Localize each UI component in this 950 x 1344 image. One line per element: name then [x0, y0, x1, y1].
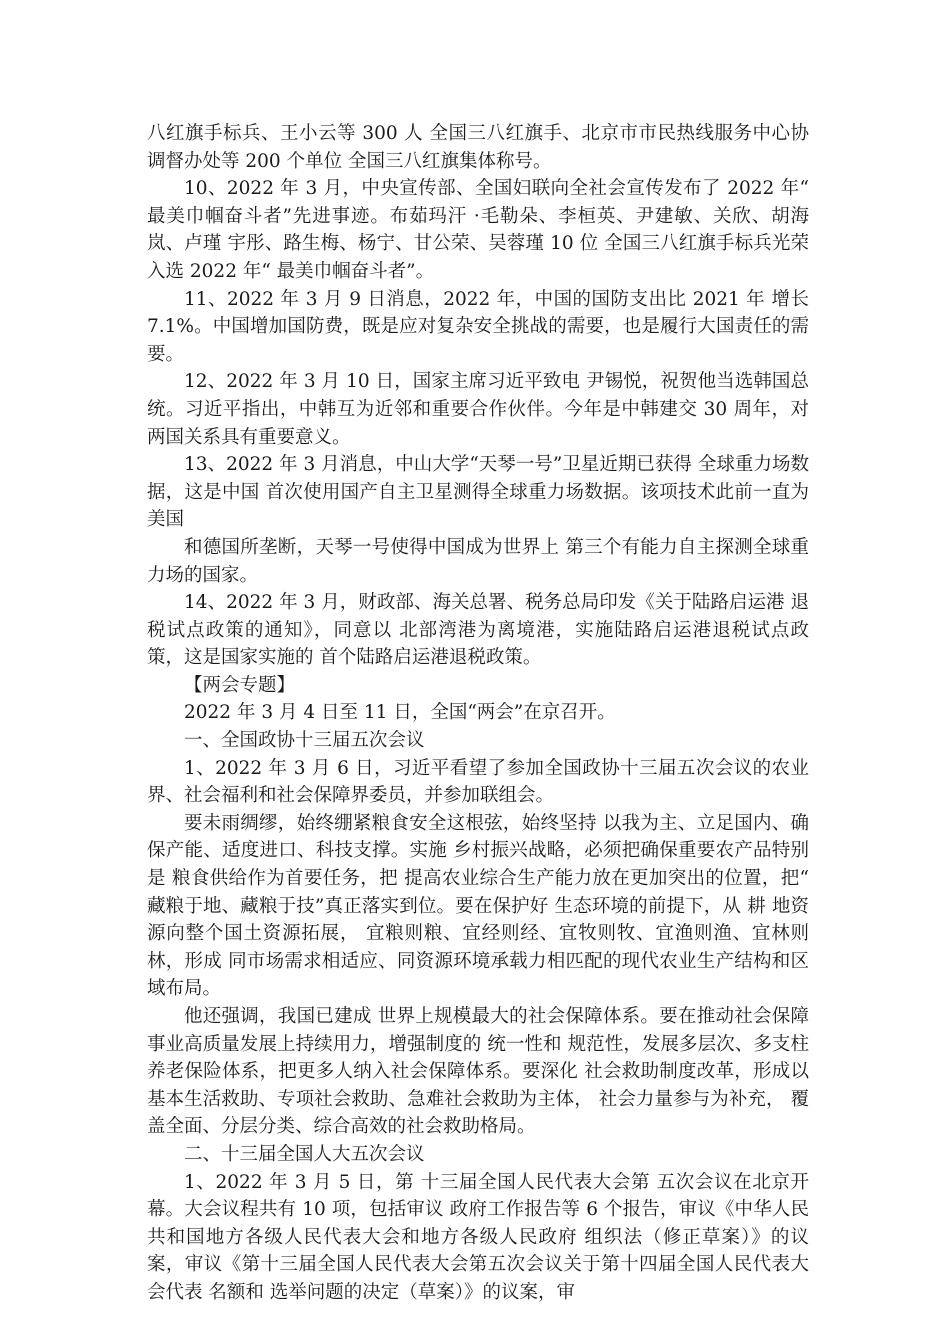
paragraph-food-security: 要未雨绸缪，始终绷紧粮食安全这根弦，始终坚持 以我为主、立足国内、确保产能、适度进口、科技支撑。实施 乡村振兴战略，必须把确保重要农产品特别是 粮食供给作为首要任务，把 提高农业综合生产能力放在更加突出的位置，把“ 藏粮于地、藏粮于技”真正落实到位。要在保护好 生态环境的前提下，从 耕 地资源向整个国土资源拓展， 宜粮则粮、宜经则经、宜牧则牧、宜渔则渔、宜林则林，形成 同市场需求相适应、同资源环境承载力相匹配的现代农业生产结构和区域布局。 [147, 812, 809, 1000]
paragraph-social-security: 他还强调，我国已建成 世界上规模最大的社会保障体系。要在推动社会保障事业高质量发展上持续用力，增强制度的 统一性和 规范性，发展多层次、多支柱养老保险体系，把更多人纳入社会保障体系。要深化 社会救助制度改革，形成以 基本生活救助、专项社会救助、急难社会救助为主体， 社会力量参与为补充， 覆盖全面、分层分类、综合高效的社会救助格局。 [147, 1006, 809, 1138]
paragraph-lianghui-intro: 2022 年 3 月 4 日至 11 日，全国“两会”在京召开。 [184, 702, 616, 724]
paragraph-item-14: 14、2022 年 3 月，财政部、海关总署、税务总局印发《关于陆路启运港 退税试点政策的通知》，同意以 北部湾港为离境港，实施陆路启运港退税试点政策，这是国家实施的 首个陆路启运港退税政策。 [147, 592, 809, 669]
paragraph-cppcc-1: 1、2022 年 3 月 6 日，习近平看望了参加全国政协十三届五次会议的农业界、社会福利和社会保障界委员，并参加联组会。 [147, 757, 809, 807]
paragraph-item-13-continued: 和德国所垄断，天琴一号使得中国成为世界上 第三个有能力自主探测全球重力场的国家。 [147, 536, 809, 586]
paragraph-npc-1: 1、2022 年 3 月 5 日，第 十三届全国人民代表大会第 五次会议在北京开幕。大会议程共有 10 项，包括审议 政府工作报告等 6 个报告，审议《中华人民共和国地方各级人民代表大会和地方各级人民政府 组织法（修正草案）》的议案，审议《第十三届全国人民代表大会第五次会议关于第十四届全国人民代表大会代表 名额和 选举问题的决定（草案）》的议案，审 [147, 1171, 809, 1303]
paragraph-item-12: 12、2022 年 3 月 10 日，国家主席习近平致电 尹锡悦，祝贺他当选韩国总统。习近平指出，中韩互为近邻和重要合作伙伴。今年是中韩建交 30 周年，对两国关系具有重要意义。 [147, 371, 809, 448]
paragraph-item-10: 10、2022 年 3 月，中央宣传部、全国妇联向全社会宣传发布了 2022 年“ 最美巾帼奋斗者”先进事迹。布茹玛汗 ·毛勒朵、李桓英、尹建敏、关欣、胡海岚、卢瑾 宇彤、路生梅、杨宁、甘公荣、吴蓉瑾 10 位 全国三八红旗手标兵光荣入选 2022 年“ 最美巾帼奋斗者”。 [147, 178, 809, 282]
document-page [147, 120, 809, 1307]
subsection-heading-cppcc: 一、全国政协十三届五次会议 [184, 730, 425, 752]
paragraph-item-11: 11、2022 年 3 月 9 日消息，2022 年，中国的国防支出比 2021 年 增长 7.1%。中国增加国防费，既是应对复杂安全挑战的需要，也是履行大国责任的需要。 [147, 288, 809, 365]
paragraph-1: 八红旗手标兵、王小云等 300 人 全国三八红旗手、北京市市民热线服务中心协调督办处等 200 个单位 全国三八红旗集体称号。 [147, 123, 809, 172]
section-heading-lianghui: 【两会专题】 [184, 674, 296, 696]
subsection-heading-npc: 二、十三届全国人大五次会议 [184, 1143, 425, 1165]
paragraph-item-13: 13、2022 年 3 月消息，中山大学“天琴一号”卫星近期已获得 全球重力场数据，这是中国 首次使用国产自主卫星测得全球重力场数据。该项技术此前一直为美国 [147, 454, 809, 531]
